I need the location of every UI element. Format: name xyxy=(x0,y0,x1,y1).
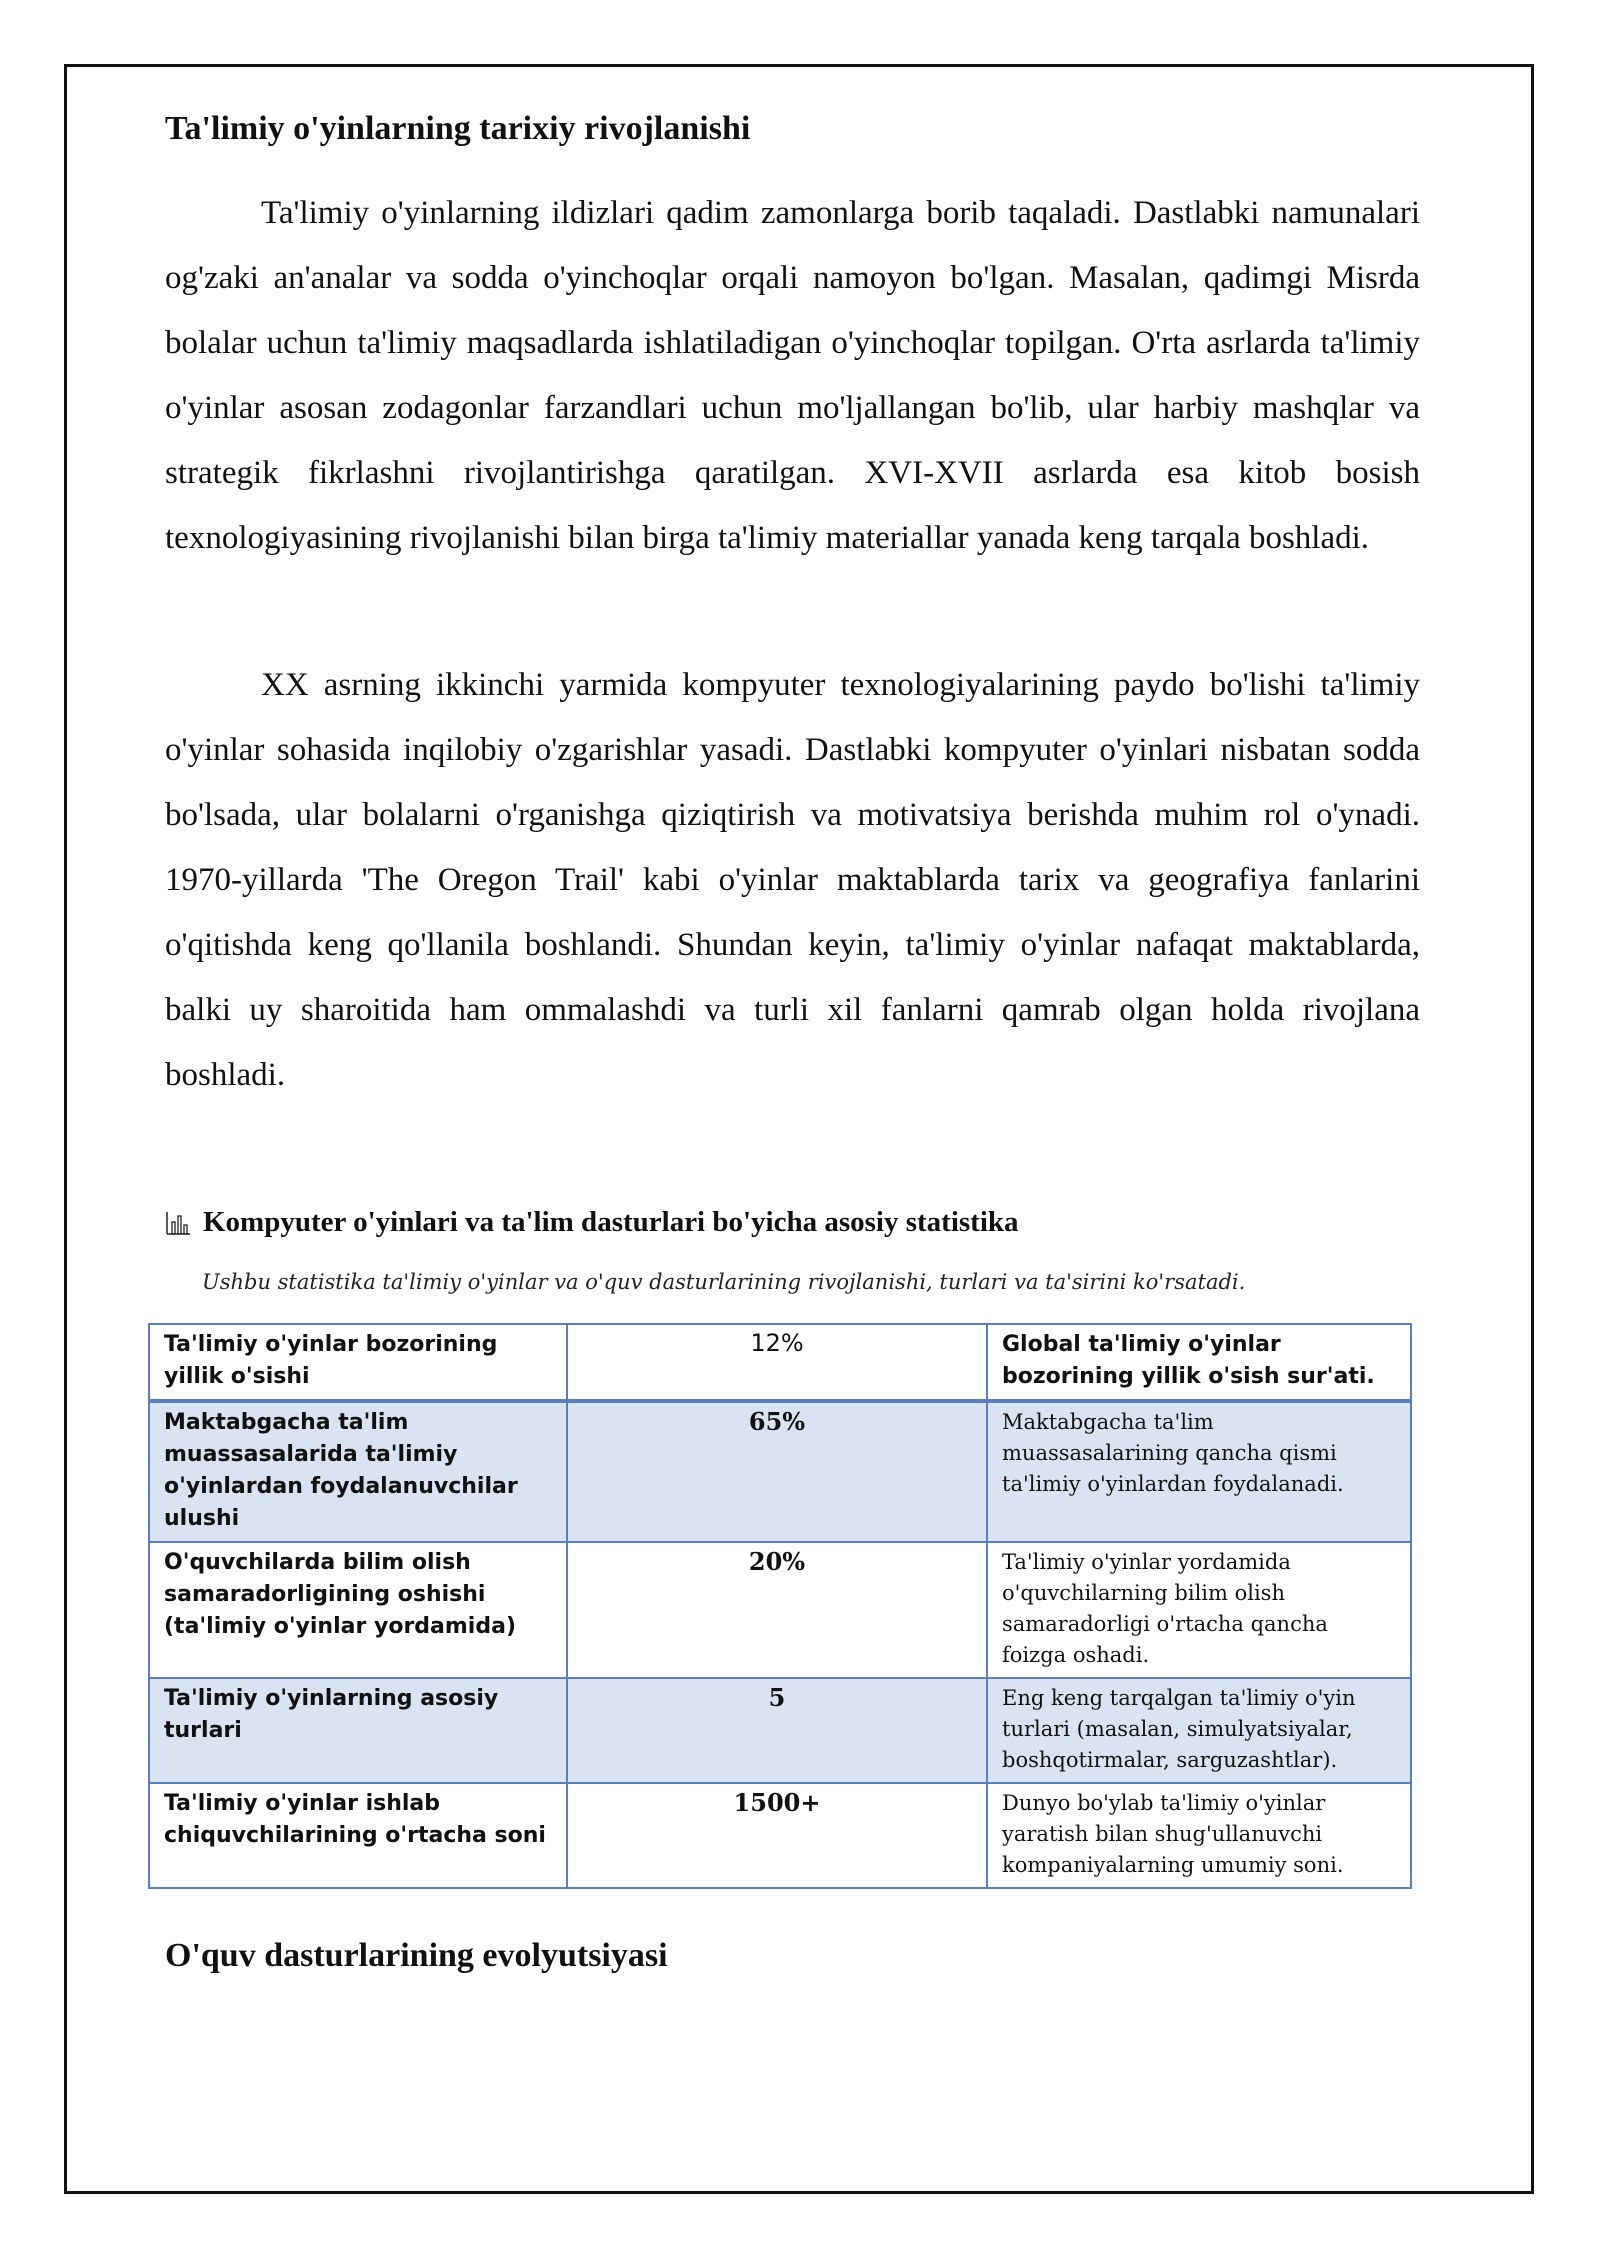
paragraph-computer-era: XX asrning ikkinchi yarmida kompyuter texnologiyalarining paydo bo'lishi ta'limiy o'yinlar sohasida inqilobiy o'zgarishlar yasadi. Dastlabki kompyuter o'yinlari nisbatan sodda bo'lsada, ular bolalarni o'rganishga qiziqtirish va motivatsiya berishda muhim rol o'ynadi. 1970-yillarda 'The Oregon Trail' kabi o'yinlar maktablarda tarix va geografiya fanlarini o'qitishda keng qo'llanila boshlandi. Shundan keyin, ta'limiy o'yinlar nafaqat maktablarda, balki uy sharoitida ham ommalashdi va turli xil fanlarni qamrab olgan holda rivojlana boshladi. xyxy=(165,667,1420,1093)
paragraph-origins: Ta'limiy o'yinlarning ildizlari qadim zamonlarga borib taqaladi. Dastlabki namunalari og'zaki an'analar va sodda o'yinchoqlar orqali namoyon bo'lgan. Masalan, qadimgi Misrda bolalar uchun ta'limiy maqsadlarda ishlatiladigan o'yinchoqlar topilgan. O'rta asrlarda ta'limiy o'yinlar asosan zodagonlar farzandlari uchun mo'ljallangan bo'lib, ular harbiy mashqlar va strategik fikrlashni rivojlantirishga qaratilgan. XVI-XVII asrlarda esa kitob bosish texnologiyasining rivojlanishi bilan birga ta'limiy materiallar yanada keng tarqala boshladi. xyxy=(165,195,1420,556)
table-row xyxy=(149,1678,1411,1783)
bar-chart-icon xyxy=(165,1210,191,1236)
row-value: 5 xyxy=(567,1678,987,1783)
section-heading-history: Ta'limiy o'yinlarning tarixiy rivojlanishi xyxy=(165,110,751,147)
row-label: Maktabgacha ta'lim muassasalarida ta'limiy o'yinlardan foydalanuvchilar ulushi xyxy=(149,1401,567,1542)
table-row xyxy=(149,1542,1411,1678)
row-description: Dunyo bo'ylab ta'limiy o'yinlar yaratish bilan shug'ullanuvchi kompaniyalarning umumiy soni. xyxy=(987,1783,1411,1888)
row-label: O'quvchilarda bilim olish samaradorligining oshishi (ta'limiy o'yinlar yordamida) xyxy=(149,1542,567,1678)
row-description: Ta'limiy o'yinlar yordamida o'quvchilarning bilim olish samaradorligi o'rtacha qancha foizga oshadi. xyxy=(987,1542,1411,1678)
table-row xyxy=(149,1324,1411,1401)
row-value: 1500+ xyxy=(567,1783,987,1888)
row-label: Ta'limiy o'yinlar ishlab chiquvchilarining o'rtacha soni xyxy=(149,1783,567,1888)
stats-title-text: Kompyuter o'yinlari va ta'lim dasturlari bo'yicha asosiy statistika xyxy=(203,1206,1019,1238)
table-row xyxy=(149,1401,1411,1542)
section-heading-curriculum: O'quv dasturlarining evolyutsiyasi xyxy=(165,1937,668,1974)
row-value: 20% xyxy=(567,1542,987,1678)
row-description: Global ta'limiy o'yinlar bozorining yillik o'sish sur'ati. xyxy=(987,1324,1411,1401)
row-description: Maktabgacha ta'lim muassasalarining qancha qismi ta'limiy o'yinlardan foydalanadi. xyxy=(987,1401,1411,1542)
row-description: Eng keng tarqalgan ta'limiy o'yin turlari (masalan, simulyatsiyalar, boshqotirmalar, sarguzashtlar). xyxy=(987,1678,1411,1783)
stats-table xyxy=(148,1323,1412,1889)
row-value: 65% xyxy=(567,1401,987,1542)
row-label: Ta'limiy o'yinlarning asosiy turlari xyxy=(149,1678,567,1783)
row-label: Ta'limiy o'yinlar bozorining yillik o'sishi xyxy=(149,1324,567,1401)
stats-subtitle: Ushbu statistika ta'limiy o'yinlar va o'quv dasturlarining rivojlanishi, turlari va ta'sirini ko'rsatadi. xyxy=(202,1270,1246,1294)
table-row xyxy=(149,1783,1411,1888)
stats-title xyxy=(165,1206,1019,1239)
row-value: 12% xyxy=(567,1324,987,1401)
